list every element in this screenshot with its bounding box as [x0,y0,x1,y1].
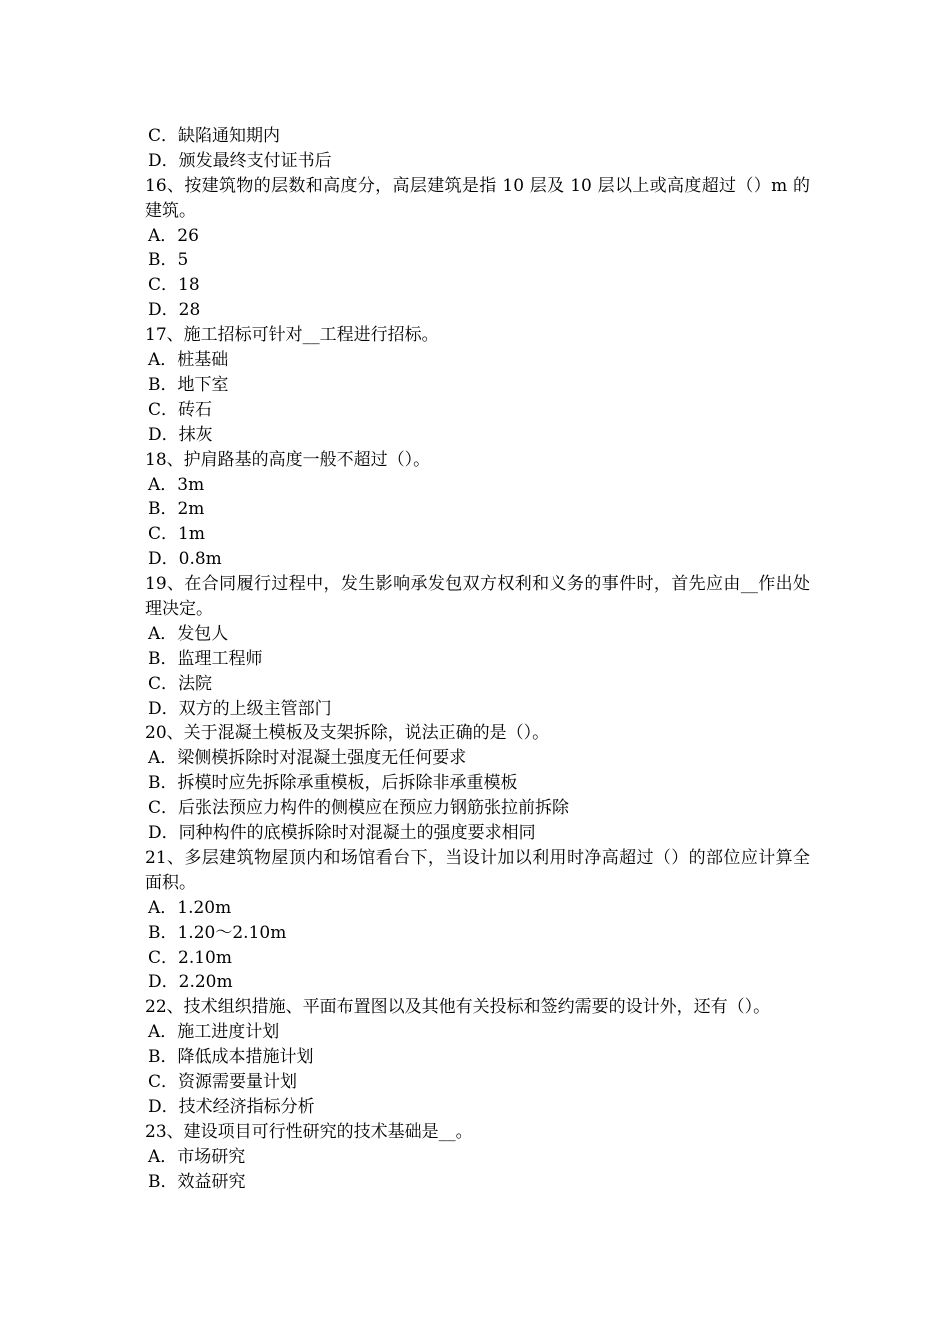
answer-option: B．2m [148,499,205,520]
answer-option: A．26 [148,225,199,246]
answer-option: D．双方的上级主管部门 [148,698,332,719]
answer-option: A．发包人 [148,623,229,644]
answer-option: A．施工进度计划 [148,1022,280,1043]
answer-option: D．同种构件的底模拆除时对混凝土的强度要求相同 [148,823,536,844]
answer-option: D．颁发最终支付证书后 [148,150,332,171]
question-text: 23、建设项目可行性研究的技术基础是__。 [145,1121,473,1142]
answer-option: C．后张法预应力构件的侧模应在预应力钢筋张拉前拆除 [148,798,570,819]
document-page [145,124,810,1194]
answer-option: B．5 [148,250,189,271]
answer-option: C．18 [148,275,200,296]
answer-option: C．法院 [148,673,213,694]
question-text: 20、关于混凝土模板及支架拆除，说法正确的是（）。 [145,723,550,744]
answer-option: D．抹灰 [148,424,213,445]
answer-option: B．降低成本措施计划 [148,1047,314,1068]
answer-option: D．0.8m [148,549,222,570]
answer-option: A．市场研究 [148,1146,246,1167]
answer-option: A．桩基础 [148,350,229,371]
question-text: 16、按建筑物的层数和高度分，高层建筑是指 10 层及 10 层以上或高度超过（）m 的建筑。 [145,175,810,221]
answer-option: D．2.20m [148,972,233,993]
answer-option: C．缺陷通知期内 [148,126,281,146]
question-text: 18、护肩路基的高度一般不超过（）。 [145,449,431,470]
answer-option: D．技术经济指标分析 [148,1096,315,1117]
question-text: 17、施工招标可针对__工程进行招标。 [145,325,439,346]
answer-option: B．地下室 [148,374,229,395]
answer-option: B．效益研究 [148,1171,246,1192]
line-container [145,124,810,1194]
question-text: 22、技术组织措施、平面布置图以及其他有关投标和签约需要的设计外，还有（）。 [145,997,771,1018]
answer-option: C．2.10m [148,947,232,968]
answer-option: A．3m [148,474,205,495]
answer-option: B．拆模时应先拆除承重模板，后拆除非承重模板 [148,773,518,794]
answer-option: B．1.20～2.10m [148,922,287,943]
answer-option: B．监理工程师 [148,648,263,669]
answer-option: C．资源需要量计划 [148,1072,298,1092]
answer-option: D．28 [148,300,201,321]
question-text: 19、在合同履行过程中，发生影响承发包双方权利和义务的事件时，首先应由__作出处理决定。 [145,574,810,619]
question-text: 21、多层建筑物屋顶内和场馆看台下，当设计加以利用时净高超过（）的部位应计算全面积。 [145,847,810,893]
answer-option: C．1m [148,524,205,545]
answer-option: A．梁侧模拆除时对混凝土强度无任何要求 [148,748,467,769]
answer-option: C．砖石 [148,399,213,420]
answer-option: A．1.20m [148,897,232,918]
